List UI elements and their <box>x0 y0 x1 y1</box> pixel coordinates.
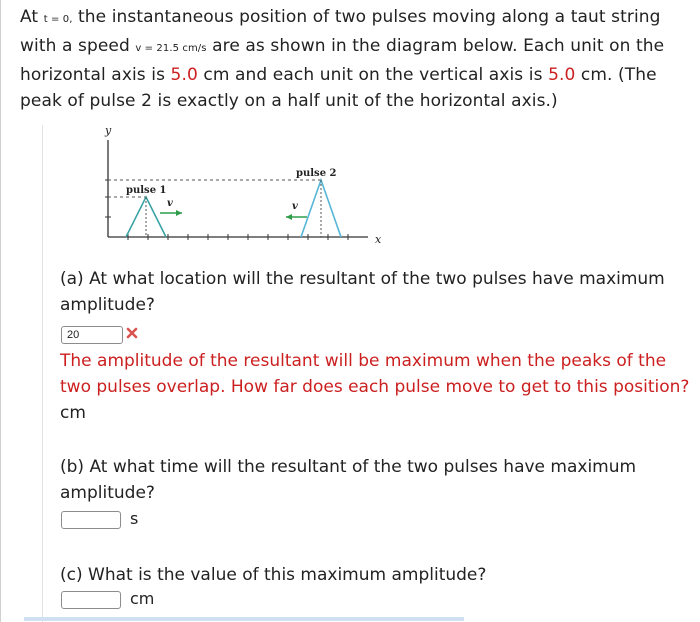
x-axis-label: x <box>375 233 382 246</box>
problem-statement <box>20 4 692 114</box>
time-expression: t = 0, <box>43 14 73 25</box>
intro-text-4: cm and each unit on the vertical axis is <box>197 65 549 85</box>
speed-expression: v = 21.5 cm/s <box>135 43 207 54</box>
pulse-diagram <box>96 122 396 252</box>
incorrect-x-icon <box>125 326 139 340</box>
part-a-unit: cm <box>60 403 86 423</box>
part-a-feedback <box>60 348 690 426</box>
pulse2-label: pulse 2 <box>296 168 337 179</box>
intro-text-1: At <box>20 7 44 27</box>
vertical-unit-value: 5.0 <box>548 65 576 85</box>
part-c-answer-input[interactable] <box>61 591 121 609</box>
bottom-highlight-bar <box>24 617 464 621</box>
content-separator <box>42 125 43 622</box>
part-c-question: (c) What is the value of this maximum amplitude? <box>60 565 487 585</box>
part-b-question: (b) At what time will the resultant of the two pulses have maximum amplitude? <box>60 457 637 503</box>
part-a-question: (a) At what location will the resultant of the two pulses have maximum amplitude? <box>60 269 665 315</box>
part-a-answer-input[interactable] <box>61 326 123 344</box>
intro-text-3: are as shown in the diagram below. Each unit on the horizontal axis is <box>20 36 665 85</box>
pulse2-velocity-label: v <box>292 201 298 212</box>
part-a-feedback-text: The amplitude of the resultant will be maximum when the peaks of the two pulses overlap. How far does each pulse move to get to this position? <box>60 351 690 397</box>
horizontal-unit-value: 5.0 <box>170 65 198 85</box>
part-c-unit: cm <box>130 589 155 608</box>
pulse1-label: pulse 1 <box>126 185 167 196</box>
pulse1-arrow-head <box>176 210 182 216</box>
part-b-answer-input[interactable] <box>61 511 121 529</box>
intro-text-5: cm. (The peak of pulse 2 is exactly on a half unit of the horizontal axis.) <box>20 65 657 111</box>
left-border <box>0 0 1 622</box>
pulse2-arrow-head <box>286 214 292 220</box>
pulse1-velocity-label: v <box>167 198 173 209</box>
part-b-unit: s <box>130 509 139 528</box>
intro-text-2: the instantaneous position of two pulses moving along a taut string with a speed <box>20 7 661 56</box>
y-axis-label: y <box>105 124 112 137</box>
